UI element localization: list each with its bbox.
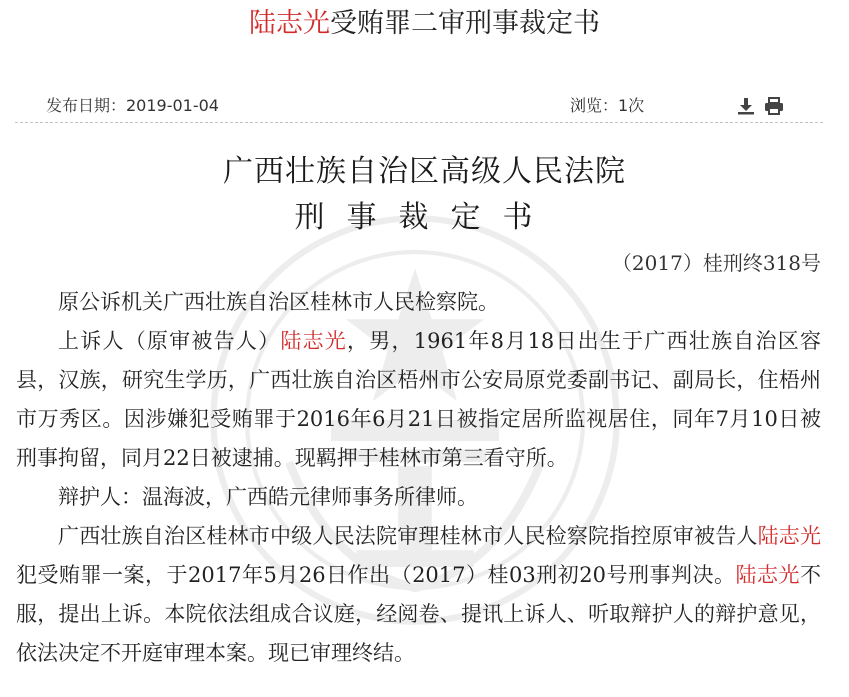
court-name: 广西壮族自治区高级人民法院	[223, 154, 626, 189]
proceedings-text-3: 不服，提出上诉。本院依法组成合议庭，经阅卷、提讯上诉人、听取辩护人的辩护意见，依法决定不开庭审理本案。现已审理终结。	[16, 563, 821, 665]
appellant-details: ，男，1961年8月18日出生于广西壮族自治区容县，汉族，研究生学历，广西壮族自治区梧州市公安局原党委副书记、副局长，住梧州市万秀区。因涉嫌犯受贿罪于2016年6月21日被指定居所监视居住，同年7月10日被刑事拘留，同月22日被逮捕。现羁押于桂林市第三看守所。	[16, 329, 822, 470]
download-icon[interactable]	[736, 96, 756, 116]
case-number: （2017）桂刑终318号	[611, 251, 821, 275]
defendant-name-2: 陆志光	[735, 563, 800, 587]
proceedings-text-1: 广西壮族自治区桂林市中级人民法院审理桂林市人民检察院指控原审被告人	[58, 524, 758, 548]
document-body	[16, 283, 821, 673]
page-title	[0, 4, 849, 44]
appellant-role: 上诉人（原审被告人）	[58, 329, 281, 353]
publish-date: 发布日期：2019-01-04	[46, 96, 219, 115]
paragraph-defender: 辩护人：温海波，广西皓元律师事务所律师。	[58, 485, 478, 509]
document-type: 刑事裁定书	[294, 200, 555, 235]
header-divider	[15, 122, 823, 123]
proceedings-text-2: 犯受贿罪一案，于2017年5月26日作出（2017）桂03刑初20号刑事判决。	[16, 563, 736, 587]
appellant-name: 陆志光	[280, 329, 348, 353]
title-defendant-name: 陆志光	[249, 8, 330, 39]
print-icon[interactable]	[764, 96, 784, 116]
paragraph-proceedings	[16, 517, 821, 673]
view-count: 浏览：1次	[570, 96, 645, 115]
meta-row	[46, 94, 794, 118]
title-text: 受贿罪二审刑事裁定书	[330, 8, 600, 39]
paragraph-appellant	[16, 322, 821, 478]
defendant-name-1: 陆志光	[757, 524, 822, 548]
meta-actions	[736, 94, 784, 118]
paragraph-prosecutor: 原公诉机关广西壮族自治区桂林市人民检察院。	[58, 290, 499, 314]
